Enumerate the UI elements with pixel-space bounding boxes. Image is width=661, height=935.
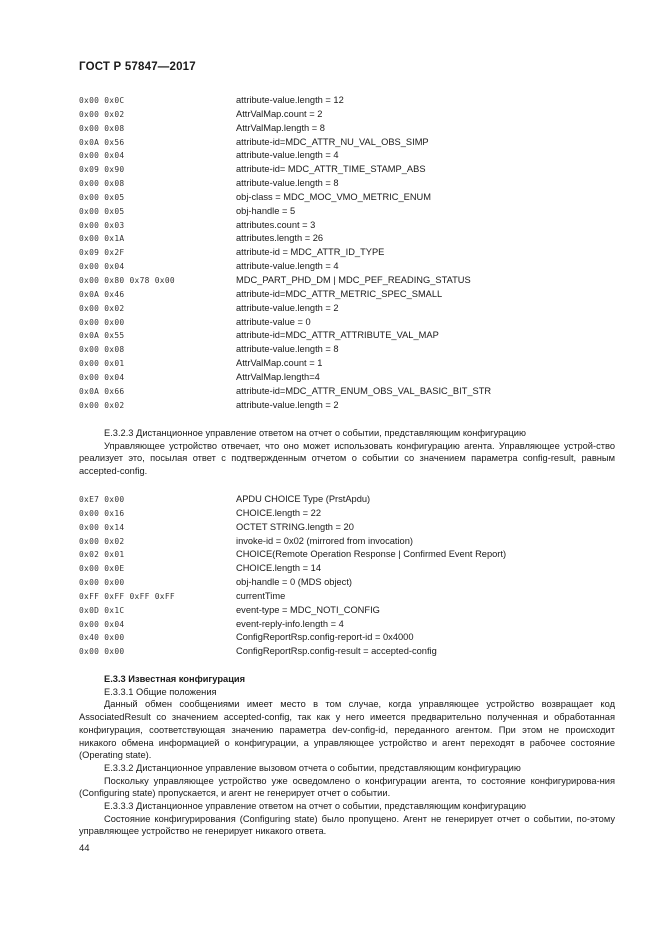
table-row	[79, 177, 619, 191]
hex-bytes: 0xE7 0x00	[79, 495, 125, 504]
hex-bytes: 0x00 0x00	[79, 317, 125, 327]
section-heading-e-3-3: E.3.3 Известная конфигурация	[104, 674, 246, 684]
section-heading-e-3-2-3: E.3.2.3 Дистанционное управление ответом на отчет о событии, представляющим конфигурацию	[104, 428, 526, 438]
hex-bytes: 0x00 0x05	[79, 192, 125, 202]
field-description: currentTime	[236, 590, 286, 601]
hex-bytes: 0x00 0x00	[79, 578, 125, 588]
field-description: attributes.count = 3	[236, 219, 316, 230]
text-section-e-3-3	[79, 673, 615, 838]
table-row	[79, 399, 619, 413]
field-description: event-reply-info.length = 4	[236, 618, 344, 629]
field-description: AttrValMap.count = 1	[236, 358, 323, 369]
field-description: attribute-value.length = 2	[236, 399, 339, 410]
field-description: attribute-id=MDC_ATTR_ATTRIBUTE_VAL_MAP	[236, 330, 439, 341]
hex-bytes: 0x00 0x16	[79, 508, 125, 518]
hex-bytes: 0x00 0x04	[79, 151, 125, 161]
hex-bytes: 0x00 0x0E	[79, 564, 125, 574]
table-row	[79, 562, 619, 576]
table-row	[79, 343, 619, 357]
field-description: attribute-id = MDC_ATTR_ID_TYPE	[236, 247, 385, 258]
hex-bytes: 0x00 0x08	[79, 123, 125, 133]
field-description: attribute-id=MDC_ATTR_METRIC_SPEC_SMALL	[236, 288, 443, 299]
page-number: 44	[79, 843, 90, 854]
table-row	[79, 604, 619, 618]
hex-bytes: 0x00 0x02	[79, 536, 125, 546]
field-description: invoke-id = 0x02 (mirrored from invocation)	[236, 535, 413, 546]
hex-bytes: 0x00 0x02	[79, 109, 125, 119]
table-row	[79, 385, 619, 399]
field-description: AttrValMap.length=4	[236, 371, 320, 382]
hex-bytes: 0x0A 0x46	[79, 289, 125, 299]
hex-dump-table-1	[79, 94, 619, 412]
hex-bytes: 0x0A 0x66	[79, 386, 125, 396]
field-description: ConfigReportRsp.config-report-id = 0x4000	[236, 632, 414, 643]
table-row	[79, 302, 619, 316]
table-row	[79, 149, 619, 163]
table-row	[79, 535, 619, 549]
field-description: attributes.length = 26	[236, 233, 324, 244]
table-row	[79, 521, 619, 535]
table-row	[79, 618, 619, 632]
field-description: attribute-value.length = 8	[236, 178, 339, 189]
hex-bytes: 0x00 0x02	[79, 303, 125, 313]
field-description: attribute-value.length = 8	[236, 344, 339, 355]
field-description: attribute-value = 0	[236, 316, 311, 327]
subsection-heading-e-3-3-2: E.3.3.2 Дистанционное управление вызовом отчета о событии, представляющим конфигурацию	[104, 762, 521, 773]
field-description: CHOICE.length = 22	[236, 507, 322, 518]
field-description: attribute-id=MDC_ATTR_NU_VAL_OBS_SIMP	[236, 136, 429, 147]
hex-bytes: 0x00 0x1A	[79, 234, 125, 244]
hex-bytes: 0x0A 0x56	[79, 137, 125, 147]
field-description: attribute-value.length = 12	[236, 95, 344, 105]
field-description: OCTET STRING.length = 20	[236, 521, 354, 532]
text-section-e-3-2-3	[79, 427, 615, 478]
table-row	[79, 136, 619, 150]
table-row	[79, 645, 619, 659]
paragraph: Поскольку управляющее устройство уже осведомлено о конфигурации агента, то состояние конфигурирова-ния (Configuring state) пропускается, и агент не генерирует отчет о событии.	[79, 775, 615, 799]
table-row	[79, 163, 619, 177]
field-description: event-type = MDC_NOTI_CONFIG	[236, 604, 380, 615]
table-row	[79, 122, 619, 136]
hex-bytes: 0x0A 0x55	[79, 331, 125, 341]
hex-bytes: 0x0D 0x1C	[79, 605, 125, 615]
table-row	[79, 94, 619, 108]
table-row	[79, 590, 619, 604]
field-description: CHOICE(Remote Operation Response | Confirmed Event Report)	[236, 549, 507, 560]
table-row	[79, 548, 619, 562]
table-row	[79, 232, 619, 246]
paragraph: Состояние конфигурирования (Configuring state) было пропущено. Агент не генерирует отчет о событии, по-этому управляющее устройство не генерирует никакого ответа.	[79, 813, 615, 837]
hex-bytes: 0x00 0x0C	[79, 96, 125, 105]
document-header: ГОСТ Р 57847—2017	[79, 61, 196, 73]
table-row	[79, 246, 619, 260]
hex-bytes: 0x00 0x00	[79, 647, 125, 657]
hex-bytes: 0x00 0x05	[79, 206, 125, 216]
table-row	[79, 329, 619, 343]
hex-bytes: 0xFF 0xFF 0xFF 0xFF	[79, 591, 175, 601]
hex-bytes: 0x09 0x90	[79, 165, 125, 175]
hex-dump-table-2	[79, 493, 619, 659]
hex-bytes: 0x00 0x03	[79, 220, 125, 230]
field-description: attribute-id=MDC_ATTR_ENUM_OBS_VAL_BASIC_BIT_STR	[236, 385, 492, 396]
table-row	[79, 274, 619, 288]
field-description: attribute-id= MDC_ATTR_TIME_STAMP_ABS	[236, 164, 426, 175]
field-description: obj-handle = 5	[236, 205, 296, 216]
field-description: attribute-value.length = 4	[236, 261, 339, 272]
field-description: APDU CHOICE Type (PrstApdu)	[236, 494, 371, 504]
hex-bytes: 0x00 0x04	[79, 619, 125, 629]
table-row	[79, 576, 619, 590]
table-row	[79, 288, 619, 302]
hex-bytes: 0x00 0x80 0x78 0x00	[79, 275, 175, 285]
table-row	[79, 507, 619, 521]
table-row	[79, 108, 619, 122]
hex-bytes: 0x00 0x08	[79, 179, 125, 189]
field-description: attribute-value.length = 4	[236, 150, 339, 161]
hex-bytes: 0x09 0x2F	[79, 248, 125, 258]
hex-bytes: 0x02 0x01	[79, 550, 125, 560]
table-row	[79, 260, 619, 274]
field-description: obj-class = MDC_MOC_VMO_METRIC_ENUM	[236, 191, 432, 202]
field-description: CHOICE.length = 14	[236, 563, 322, 574]
hex-bytes: 0x00 0x01	[79, 359, 125, 369]
table-row	[79, 493, 619, 507]
table-row	[79, 357, 619, 371]
hex-bytes: 0x00 0x14	[79, 522, 125, 532]
hex-bytes: 0x00 0x08	[79, 345, 125, 355]
table-row	[79, 631, 619, 645]
table-row	[79, 371, 619, 385]
field-description: obj-handle = 0 (MDS object)	[236, 577, 353, 588]
hex-bytes: 0x00 0x02	[79, 400, 125, 410]
field-description: MDC_PART_PHD_DM | MDC_PEF_READING_STATUS	[236, 274, 471, 285]
table-row	[79, 316, 619, 330]
paragraph: Управляющее устройство отвечает, что оно может использовать конфигурацию агента. Управляющее устрой-ство реализует это, посылая ответ с подтвержденным отчетом о событии со значением параметра config-result, равным accepted-config.	[79, 440, 615, 477]
hex-bytes: 0x40 0x00	[79, 633, 125, 643]
table-row	[79, 205, 619, 219]
field-description: ConfigReportRsp.config-result = accepted-config	[236, 646, 437, 657]
field-description: AttrValMap.count = 2	[236, 108, 323, 119]
table-row	[79, 219, 619, 233]
table-row	[79, 191, 619, 205]
field-description: attribute-value.length = 2	[236, 302, 339, 313]
subsection-heading-e-3-3-3: E.3.3.3 Дистанционное управление ответом на отчет о событии, представляющим конфигурацию	[104, 801, 526, 812]
hex-bytes: 0x00 0x04	[79, 262, 125, 272]
field-description: AttrValMap.length = 8	[236, 122, 325, 133]
paragraph: Данный обмен сообщениями имеет место в том случае, когда управляющее устройство возвращает код AssociatedResult со значением accepted-config, так как у него имеется предварительно полученная и обработанная конфигурация, соответствующая значению параметра dev-config-id, переданного агентом. При этом не происходит никакого обмена информацией о конфигурации, а управляющее устройство и агент переходят в рабочее состояние (Operating state).	[79, 699, 615, 761]
subsection-heading-e-3-3-1: E.3.3.1 Общие положения	[104, 686, 217, 697]
hex-bytes: 0x00 0x04	[79, 372, 125, 382]
